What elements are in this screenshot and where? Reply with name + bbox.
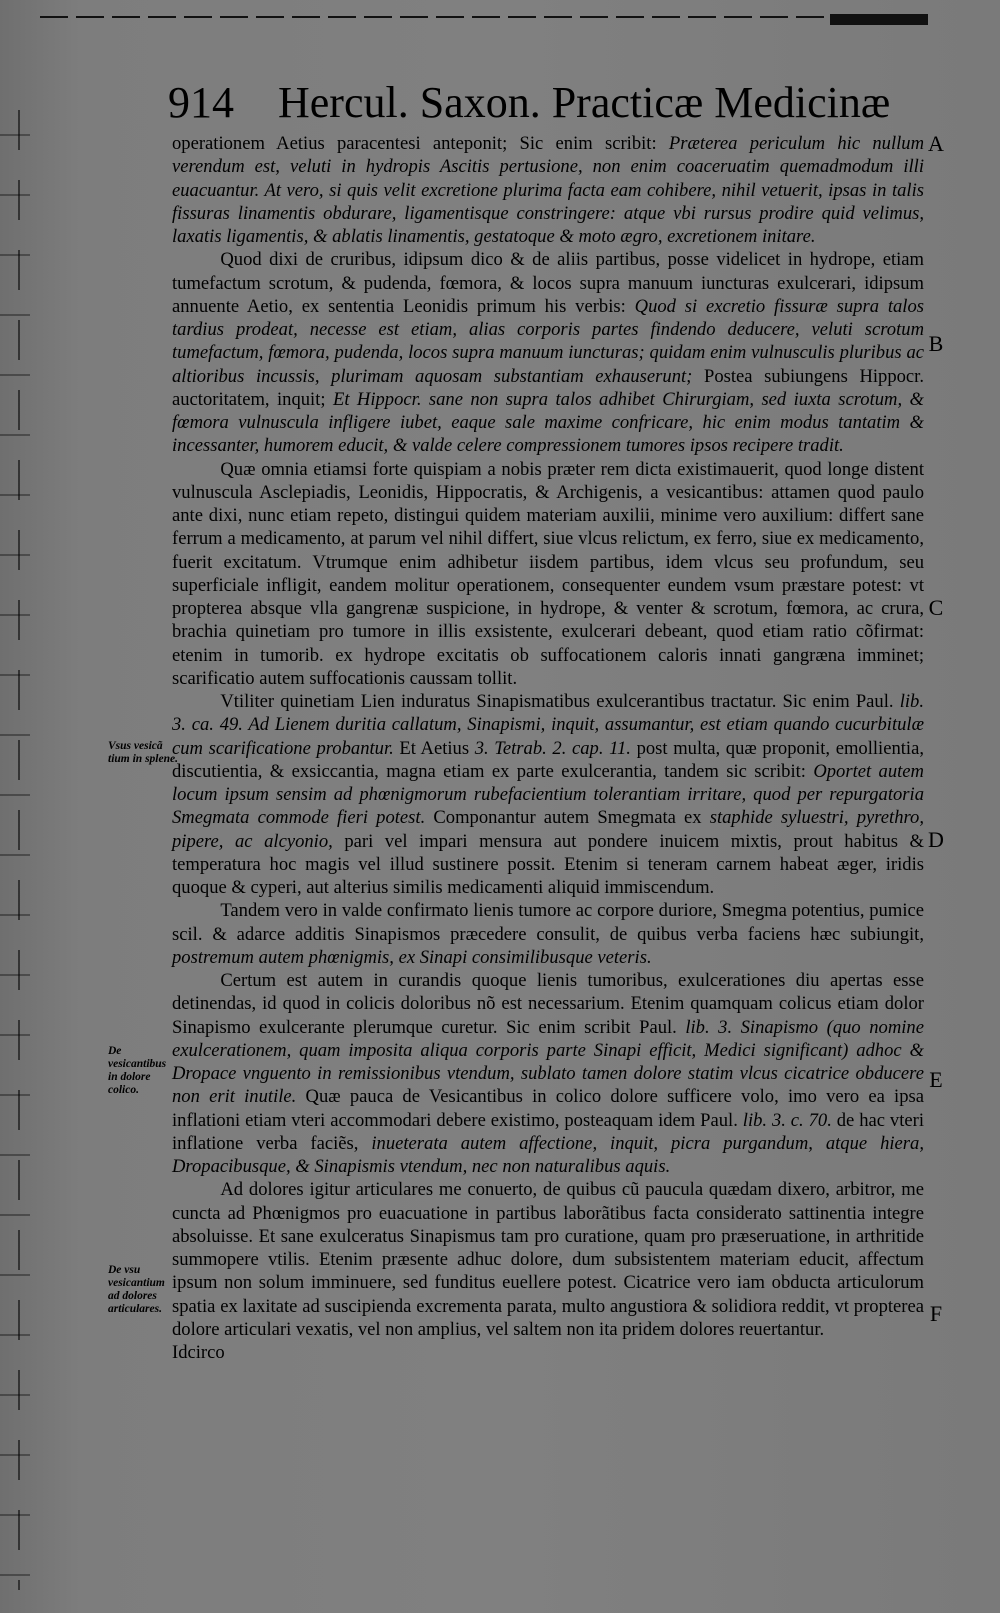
text-run: operationem Aetius paracentesi anteponit; Sic enim scribit: <box>172 133 669 154</box>
margin-letter-b: B <box>928 331 944 356</box>
italic-quotation: postremum autem phœnigmis, ex Sinapi consimilibusque veteris. <box>172 946 652 968</box>
paragraph <box>172 969 924 1178</box>
paragraph <box>172 458 924 691</box>
text-run: Postea subiungens Hippocr. auctoritatem, inquit; <box>172 365 924 410</box>
margin-letter-a: A <box>928 131 944 156</box>
text-run: Quod dixi de cruribus, idipsum dico & de aliis partibus, posse videlicet in hydrope, etiam tumefactum scrotum, & pudenda, fœmora, & locos supra manuum iuncturas exulcerari, idipsum annuente Aetio, ex sententia Leonidis primum his verbis: <box>172 249 924 317</box>
italic-quotation: lib. 3. c. 70. <box>742 1109 832 1131</box>
marginal-note-joints: De vsu vesicantium ad dolores articulares. <box>108 1264 165 1315</box>
italic-quotation: inueterata autem affectione, inquit, picra purgandum, atque hiera, Dropacibusque, & Sinapismis vtendum, nec non naturalibus aquis. <box>172 1132 924 1177</box>
marginal-note-spleen: Vsus vesicã tium in splene. <box>108 740 178 765</box>
paragraph <box>172 132 924 248</box>
italic-quotation: staphide syluestri, pyrethro, pipere, ac alcyonio, <box>172 807 925 852</box>
margin-letter-d: D <box>928 827 944 852</box>
text-run: post multa, quæ proponit, emollientia, discutientia, & exsiccantia, magna etiam ex parte exulcerantia, tandem sic scribit: <box>172 737 924 782</box>
marginal-note-colic: De vesicantibus in dolore colico. <box>108 1045 167 1096</box>
italic-quotation: 3. Tetrab. 2. cap. 11. <box>474 737 631 759</box>
italic-quotation: lib. 3. ca. 49. Ad Lienem duritia callatum, Sinapismi, inquit, assumantur, est etiam quando cucurbitulæ cum scarificatione probantur. <box>172 691 924 759</box>
top-rule <box>40 16 925 18</box>
running-title: Hercul. Saxon. Practicæ Medicinæ <box>278 78 891 127</box>
text-run: Tandem vero in valde confirmato lienis tumore ac corpore duriore, Smegma potentius, pumice scil. & adarce additis Sinapismos præcedere consulit, de quibus verba faciens hæc subiungit, <box>172 900 924 945</box>
margin-letter-e: E <box>929 1067 943 1092</box>
body-text <box>172 132 924 1364</box>
text-run: Quæ pauca de Vesicantibus in colico dolore sufficere volo, imo vero ea ipsa inflationi etiam vteri accommodari debere existimo, posteaquam idem Paul. <box>172 1086 925 1131</box>
paragraph <box>172 1178 924 1341</box>
text-run: Et Aetius <box>393 737 475 759</box>
italic-quotation: Oportet autem locum ipsum sensim ad phœnigmorum rubefacientium tolerantiam irritare, quod per repurgatoria Smegmata commode fieri potest. <box>172 760 924 829</box>
italic-quotation: Et Hippocr. sane non supra talos adhibet Chirurgiam, sed iuxta scrotum, & fœmora vulnuscula infligere iubet, eaque sale maxime confricare, hic enim modus tantatim & incessanter, humorem educit, & valde celere compressionem tumores ipsos recipere tradit. <box>172 388 924 457</box>
italic-quotation: lib. 3. Sinapismo (quo nomine exulcerationem, quam imposita aliqua corporis parte Sinapi efficit, Medici significant) adhoc & Dropace vnguento in remissionibus vtendum, sublato tamen dolore statim vlcus cicatrice obducere non erit inutile. <box>172 1016 924 1108</box>
italic-quotation: Præterea periculum hic nullum verendum est, veluti in hydropis Ascitis pertusione, non enim coaceruatim quemadmodum illi euacuantur. At vero, si quis velit excretione plurima facta eam cohibere, nihil vetuerit, ipsas in talis fissuras linamentis obdurare, ligamentisque constringere: atque vbi rursus prodire quid velimus, laxatis ligamentis, & ablatis linamentis, gestatoque & moto ægro, excretionem initare. <box>172 133 925 247</box>
text-run: de hac vteri inflatione verba faciẽs, <box>172 1109 924 1154</box>
text-run: Ad dolores igitur articulares me conuerto, de quibus cũ paucula quædam dixero, arbitror, me cuncta ad Phœnigmos pro euacuatione in partibus laborãtibus facta considerato sattinentia integre absoluisse. Et sane exulceratus Sinapismus tam pro curatione, quam pro præseruatione, in arthritide summopere vtilis. Etenim præsente adhuc dolore, dum subsistentem materiam educit, affectum ipsum non solum imminuere, sed funditus euellere potest. Cicatrice vero iam obducta articulorum spatia ex laxitate ad suscipienda excrementa parata, multo angustiora & solidiora reddit, vt propterea dolore articulari vexatis, vel non amplius, vel saltem non ita pridem dolores reuertantur. <box>172 1179 924 1340</box>
paragraph <box>172 690 924 899</box>
page-number: 914 <box>168 78 234 127</box>
text-run: Vtiliter quinetiam Lien induratus Sinapismatibus exulcerantibus tractatur. Sic enim Paul. <box>220 691 900 712</box>
margin-letter-f: F <box>929 1301 943 1326</box>
paragraph <box>172 899 924 969</box>
text-run: pari vel impari mensura aut pondere inuicem mixtis, prout habitus & temperatura hoc magis vel illud sustinere possit. Etenim si teneram carnem habeat æger, iridis quoque & cyperi, aut alterius similis medicamenti aliquid immiscendum. <box>172 830 924 898</box>
text-run: Quæ omnia etiamsi forte quispiam a nobis præter rem dicta existimauerit, quod longe distent vulnuscula Asclepiadis, Leonidis, Hippocratis, & Archigenis, a vesicantibus: attamen quod paulo ante dixi, nunc etiam repeto, distingui quidem materiam auxilii, minime vero auxilium: differt sane ferrum a medicamento, at parum vel nihil differt, siue vlcus relictum, ex ferro, siue ex medicamento, fuerit excitatum. Vtrumque enim adhibetur iisdem partibus, idem vlcus seu profundum, seu superficiale infligit, eandem molitur operationem, consequenter eundem vsum præstare potest: vt propterea absque vlla gangrenæ suspicione, in hydrope, & venter & scrotum, fœmora, ac crura, brachia quinetiam pro tumore in illis exsistente, exulcerari debeant, quod etiam ratio cõfirmat: etenim in tumorib. ex hydrope excitatis ob suffocationem caloris innati gangræna imminet; scarificatio autem suffocationis caussam tollit. <box>172 458 924 689</box>
top-bar-mark <box>830 14 928 25</box>
text-run: Certum est autem in curandis quoque lienis tumoribus, exulcerationes diu apertas esse detinendas, id quod in colicis doloribus nõ est necessarium. Etenim quamquam colicus etiam dolor Sinapismo exulcerante plerumque curetur. Sic enim scribit Paul. <box>172 970 924 1038</box>
catchword: Idcirco <box>172 1342 225 1363</box>
paragraph <box>172 248 924 457</box>
margin-letter-c: C <box>928 595 944 620</box>
binding-gutter <box>0 110 30 1590</box>
text-run: Componantur autem Smegmata ex <box>425 807 710 829</box>
page-header <box>168 78 928 138</box>
italic-quotation: Quod si excretio fissuræ supra talos tardius prodeat, necesse est etiam, alias corporis partes findendo deducere, veluti scrotum tumefactum, fœmora, pudenda, locos supra manuum iuncturas; quidam enim vulnusculis pluribus ac altioribus incussis, plurimam aquosam substantiam exhauserunt; <box>172 295 924 387</box>
